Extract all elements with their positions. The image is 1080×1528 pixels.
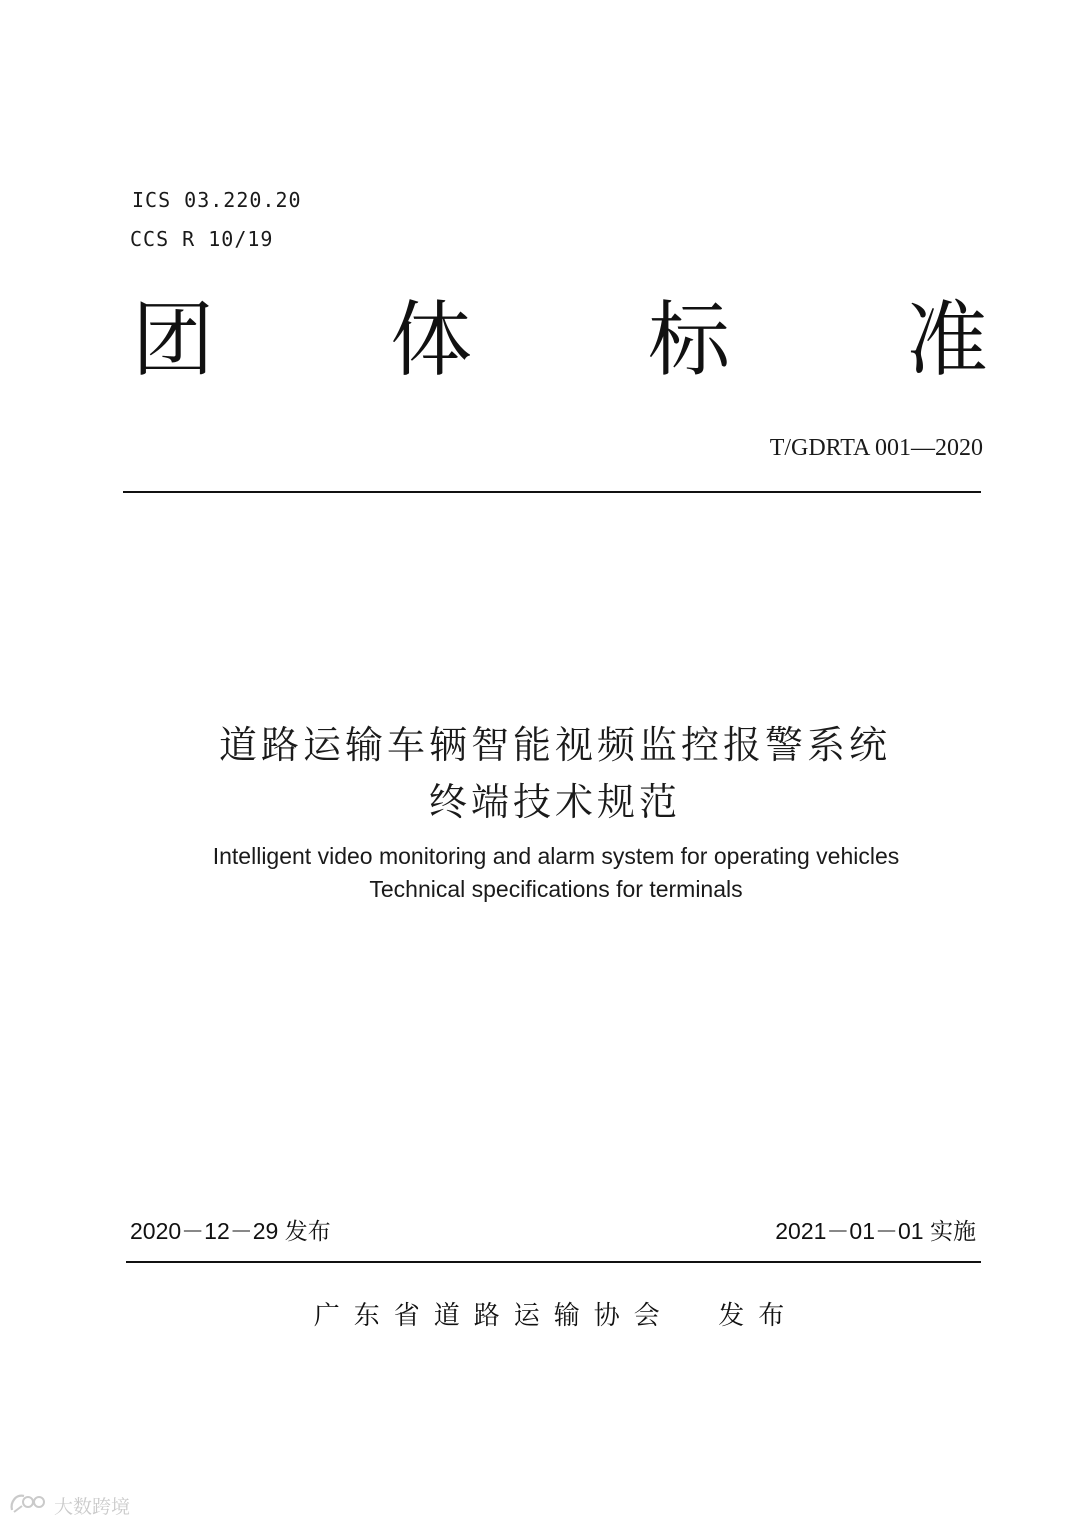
watermark bbox=[8, 1490, 130, 1520]
bottom-divider bbox=[126, 1261, 981, 1263]
standard-number: T/GDRTA 001—2020 bbox=[769, 435, 983, 461]
publisher: 广东省道路运输协会 发布 bbox=[313, 1301, 799, 1331]
watermark-text: 大数跨境 bbox=[54, 1495, 131, 1518]
ics-code: ICS 03.220.20 bbox=[132, 188, 302, 212]
title-cn-line1: 道路运输车辆智能视频监控报警系统 bbox=[218, 723, 891, 767]
standard-type-char: 标 bbox=[648, 293, 731, 388]
ccs-code: CCS R 10/19 bbox=[130, 227, 274, 251]
top-divider bbox=[123, 491, 981, 493]
standard-type-char: 团 bbox=[132, 293, 215, 388]
standard-type-char: 体 bbox=[390, 293, 473, 388]
title-en-line1: Intelligent video monitoring and alarm system for operating vehicles bbox=[212, 843, 900, 869]
title-en-line2: Technical specifications for terminals bbox=[369, 876, 743, 902]
standard-type-char: 准 bbox=[906, 293, 989, 388]
title-cn-line2: 终端技术规范 bbox=[428, 780, 681, 824]
publish-date: 2020－12－29 发布 bbox=[130, 1218, 331, 1244]
implement-date: 2021－01－01 实施 bbox=[775, 1218, 976, 1244]
logo-icon bbox=[8, 1490, 48, 1520]
